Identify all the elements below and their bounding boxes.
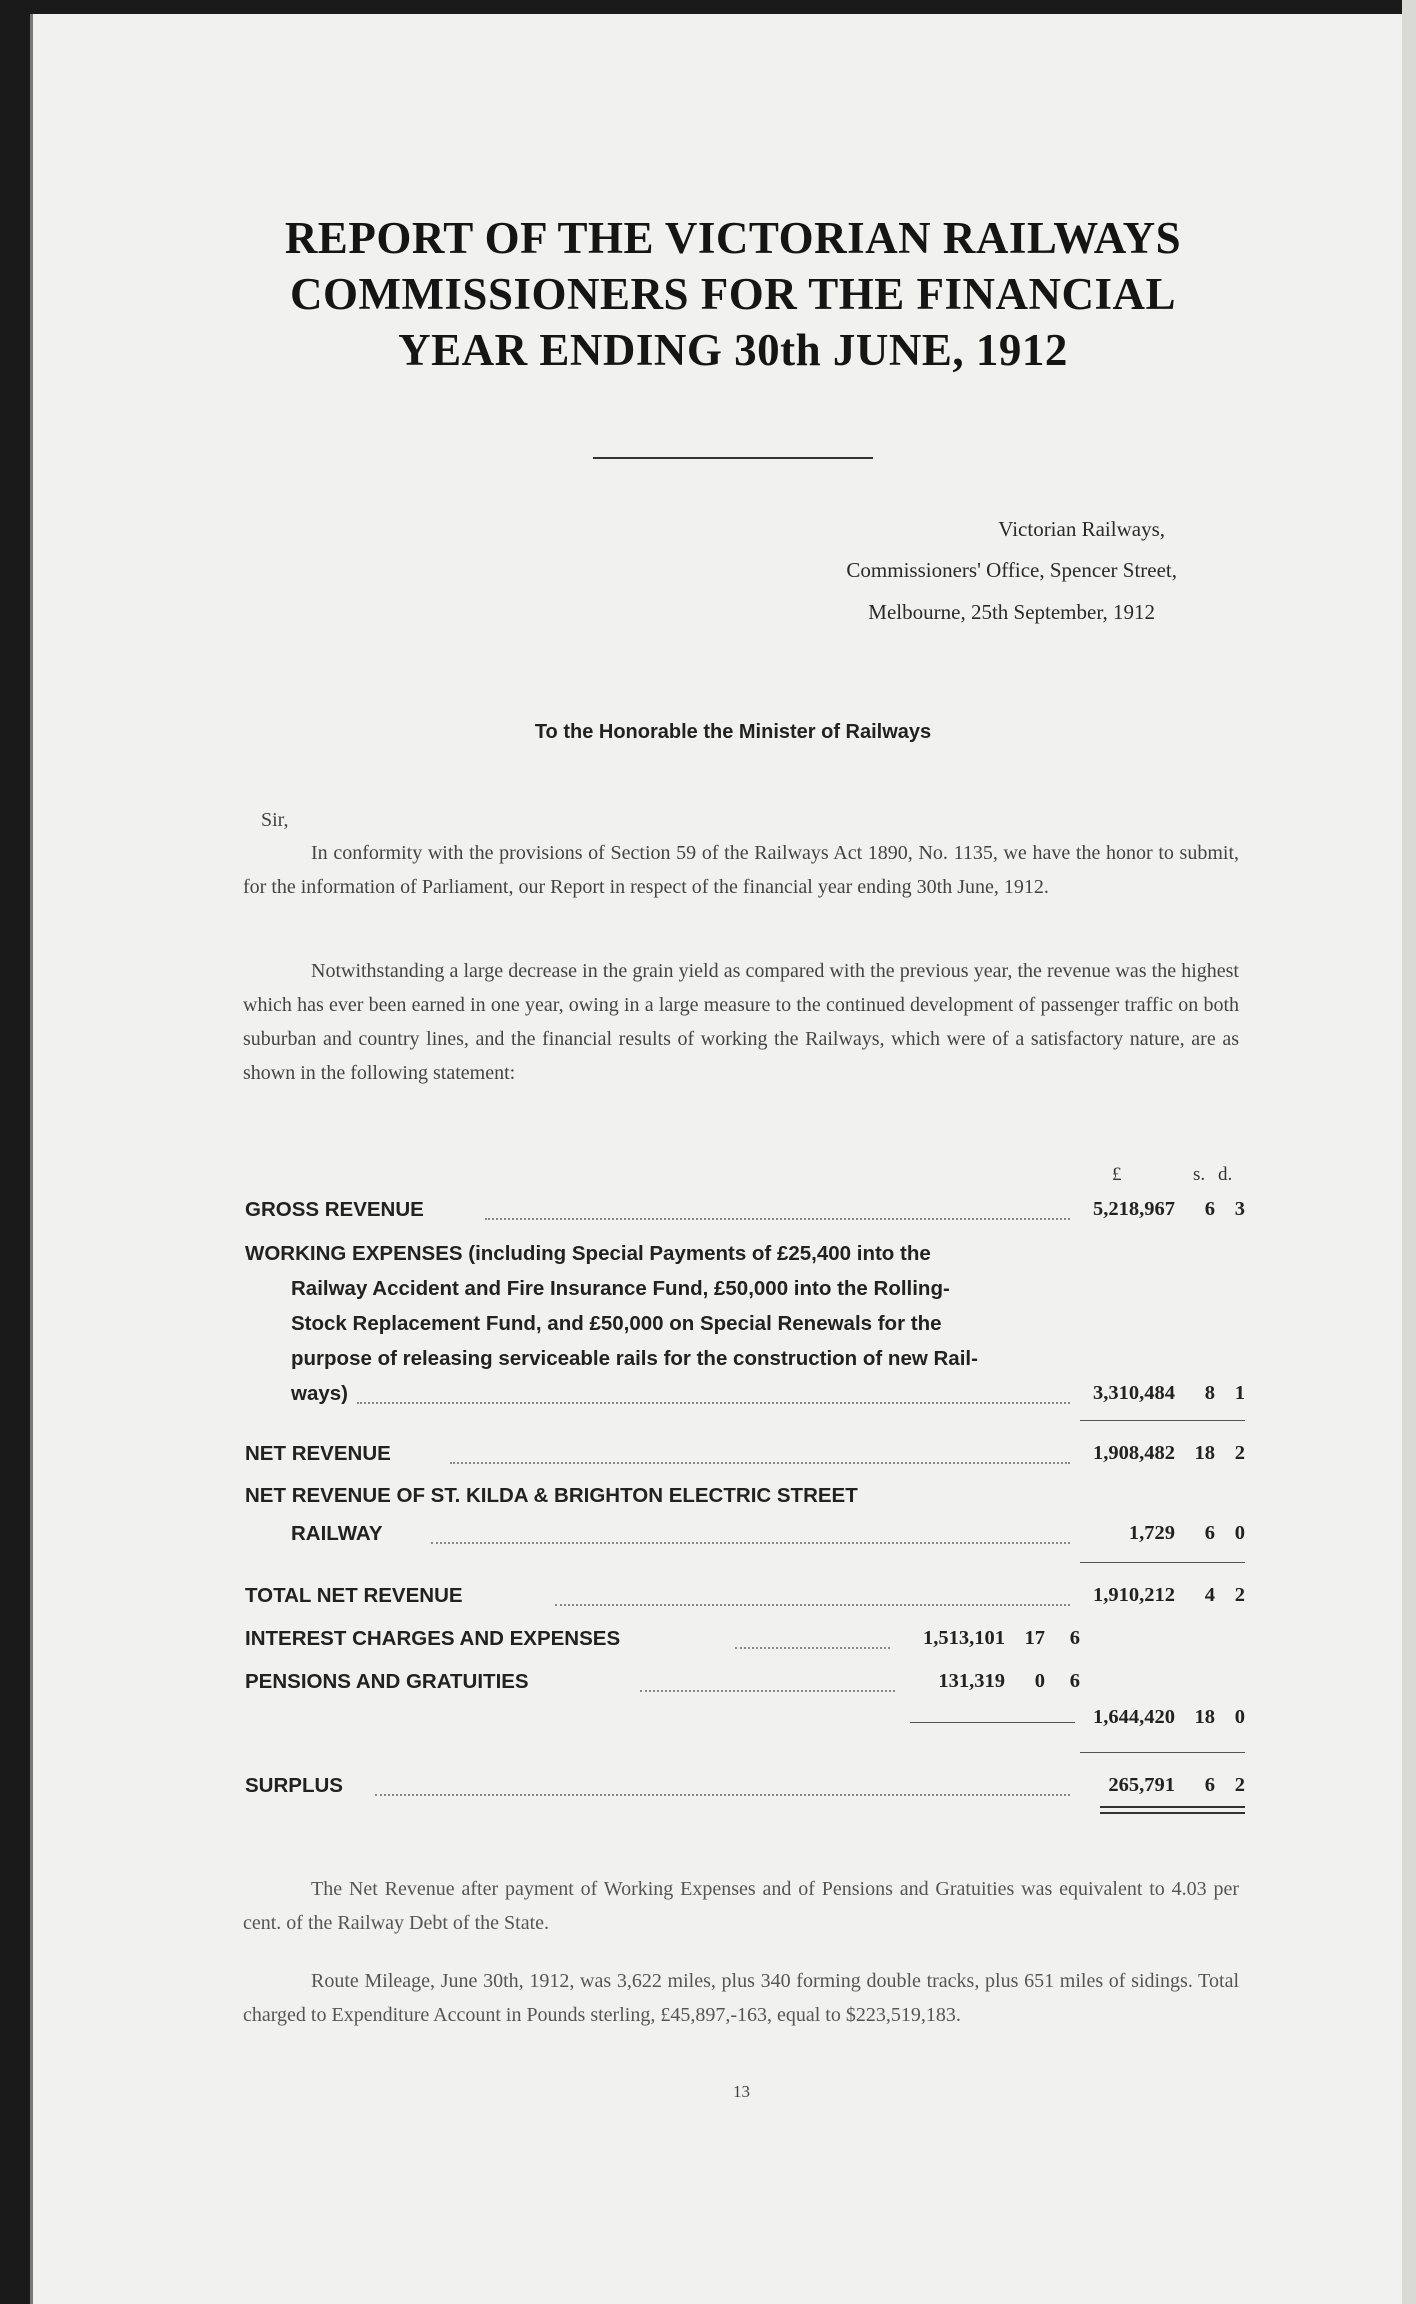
leader-dots: [555, 1604, 1070, 1606]
shillings-value: 6: [1204, 1198, 1215, 1220]
pounds-value: 131,319: [938, 1670, 1005, 1692]
row-label: PENSIONS AND GRATUITIES: [245, 1670, 529, 1693]
pence-value: 1: [1234, 1382, 1245, 1404]
shillings-value: 8: [1204, 1382, 1215, 1404]
pounds-value: 3,310,484: [1093, 1382, 1175, 1404]
report-title: [183, 210, 1283, 378]
row-label: NET REVENUE: [245, 1442, 391, 1465]
paragraph-mileage: [243, 1964, 1239, 2032]
shillings-value: 17: [1024, 1627, 1045, 1649]
row-label: Railway Accident and Fire Insurance Fund, £50,000 into the Rolling-: [291, 1277, 950, 1300]
paragraph-intro: [243, 836, 1239, 904]
amount: [1065, 1382, 1245, 1405]
pence-value: 0: [1234, 1522, 1245, 1544]
pence-value: 6: [1069, 1627, 1080, 1649]
address-line: Melbourne, 25th September, 1912: [868, 600, 1155, 624]
leader-dots: [735, 1647, 890, 1649]
row-label: ways): [291, 1382, 348, 1405]
leader-dots: [357, 1402, 1070, 1404]
amount: [1065, 1442, 1245, 1465]
paragraph-text: The Net Revenue after payment of Working Expenses and of Pensions and Gratuities was equivalent to 4.03 per cent. of the Railway Debt of the State.: [243, 1878, 1239, 1934]
salutation: Sir,: [261, 809, 289, 831]
shillings-header: s.: [1193, 1164, 1206, 1185]
subtotal-rule: [1080, 1562, 1245, 1563]
paragraph-net-revenue: [243, 1872, 1239, 1940]
pence-value: 2: [1234, 1774, 1245, 1796]
amount: [895, 1670, 1080, 1693]
paragraph-text: In conformity with the provisions of Section 59 of the Railways Act 1890, No. 1135, we have the honor to submit, for the information of Parliament, our Report in respect of the financial year ending 30th June, 1912.: [243, 842, 1239, 898]
pounds-value: 1,908,482: [1093, 1442, 1175, 1464]
leader-dots: [485, 1218, 1070, 1220]
shillings-value: 18: [1194, 1442, 1215, 1464]
double-rule: [1100, 1812, 1245, 1814]
amount: [1065, 1774, 1245, 1797]
title-line: YEAR ENDING 30th JUNE, 1912: [398, 325, 1068, 375]
shillings-value: 0: [1034, 1670, 1045, 1692]
amount: [1065, 1522, 1245, 1545]
shillings-value: 4: [1204, 1584, 1215, 1606]
subtotal-rule: [1080, 1420, 1245, 1421]
shillings-value: 18: [1194, 1706, 1215, 1728]
row-label: SURPLUS: [245, 1774, 343, 1797]
paragraph-text: Route Mileage, June 30th, 1912, was 3,622 miles, plus 340 forming double tracks, plus 651 miles of sidings. Total charged to Expenditure Account in Pounds sterling, £45,897,-163, equal to $223,519,183.: [243, 1970, 1239, 2026]
pounds-value: 5,218,967: [1093, 1198, 1175, 1220]
paragraph-summary: [243, 954, 1239, 1090]
page-edge: [1402, 0, 1416, 2304]
amount: [1065, 1584, 1245, 1607]
amount: [1065, 1198, 1245, 1221]
pence-value: 3: [1234, 1198, 1245, 1220]
leader-dots: [375, 1794, 1070, 1796]
amount: [895, 1627, 1080, 1650]
title-line: COMMISSIONERS FOR THE FINANCIAL: [289, 269, 1177, 319]
paragraph-text: Notwithstanding a large decrease in the grain yield as compared with the previous year, the revenue was the highest which has ever been earned in one year, owing in a large measure to the continued development of passenger traffic on both suburban and country lines, and the financial results of working the Railways, which were of a satisfactory nature, are as shown in the following statement:: [243, 960, 1239, 1084]
pence-value: 2: [1234, 1442, 1245, 1464]
row-label: Stock Replacement Fund, and £50,000 on Special Renewals for the: [291, 1312, 942, 1335]
row-label: TOTAL NET REVENUE: [245, 1584, 463, 1607]
title-line: REPORT OF THE VICTORIAN RAILWAYS: [284, 213, 1182, 263]
pence-value: 2: [1234, 1584, 1245, 1606]
leader-dots: [640, 1690, 895, 1692]
title-rule: [593, 457, 873, 459]
letter-heading: To the Honorable the Minister of Railways: [534, 721, 932, 743]
subtotal-rule: [910, 1722, 1075, 1723]
page-number: 13: [733, 2082, 750, 2101]
pence-header: d.: [1218, 1164, 1233, 1185]
pounds-value: 1,513,101: [923, 1627, 1005, 1649]
row-label: WORKING EXPENSES (including Special Payments of £25,400 into the: [245, 1242, 931, 1265]
pounds-value: 1,729: [1128, 1522, 1175, 1544]
amount: [1065, 1706, 1245, 1729]
pounds-value: 1,910,212: [1093, 1584, 1175, 1606]
address-line: Victorian Railways,: [998, 517, 1165, 541]
pounds-value: 1,644,420: [1093, 1706, 1175, 1728]
address-line: Commissioners' Office, Spencer Street,: [846, 558, 1177, 582]
pounds-header: £: [1112, 1164, 1122, 1185]
pence-value: 0: [1234, 1706, 1245, 1728]
row-label: INTEREST CHARGES AND EXPENSES: [245, 1627, 621, 1650]
pence-value: 6: [1069, 1670, 1080, 1692]
leader-dots: [450, 1462, 1070, 1464]
row-label: GROSS REVENUE: [245, 1198, 424, 1221]
row-label: NET REVENUE OF ST. KILDA & BRIGHTON ELECTRIC STREET: [245, 1484, 858, 1507]
row-label: purpose of releasing serviceable rails for the construction of new Rail-: [291, 1347, 978, 1370]
leader-dots: [431, 1542, 1070, 1544]
subtotal-rule: [1080, 1752, 1245, 1753]
row-label: RAILWAY: [291, 1522, 383, 1545]
document-page: [30, 14, 1405, 2304]
double-rule: [1100, 1806, 1245, 1808]
shillings-value: 6: [1204, 1522, 1215, 1544]
shillings-value: 6: [1204, 1774, 1215, 1796]
pounds-value: 265,791: [1108, 1774, 1175, 1796]
